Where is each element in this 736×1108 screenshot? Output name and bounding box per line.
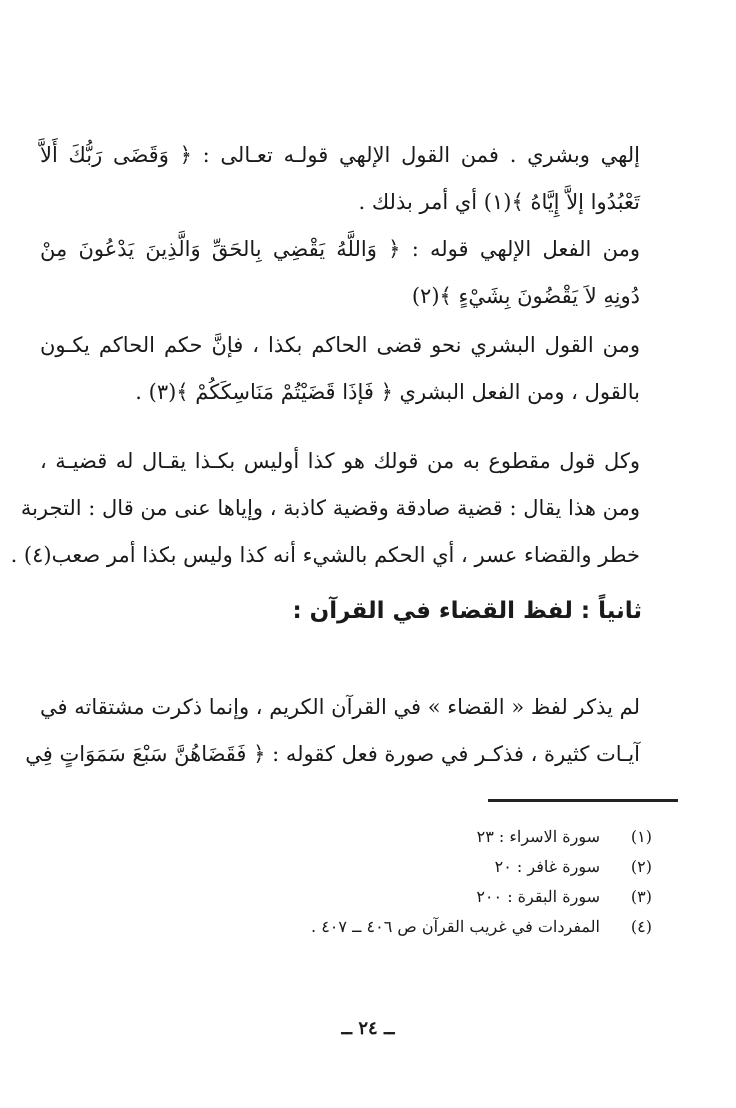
text-line: لم يذكر لفظ « القضاء » في القرآن الكريم ، وإنما ذكرت مشتقاته في	[40, 695, 640, 719]
text-line: ومن هذا يقال : قضية صادقة وقضية كاذبة ، وإياها عنى من قال : التجربة	[20, 496, 640, 520]
text-line: وكل قول مقطوع به من قولك هو كذا أوليس بكـذا يقـال له قضيـة ،	[40, 449, 640, 473]
footnote	[152, 882, 652, 912]
heading-text: : لفظ القضاء في القرآن :	[292, 598, 591, 624]
section-heading	[292, 598, 642, 624]
paragraph-4	[10, 438, 640, 579]
text-line: ومن القول البشري نحو قضى الحاكم بكذا ، فإنَّ حكم الحاكم يكـون	[40, 333, 640, 357]
text-line: تَعْبُدُوا إلاَّ إِيَّاهُ ﴾(١) أي أمر بذلك .	[358, 190, 640, 214]
footnote-text: سورة البقرة : ٢٠٠	[476, 887, 600, 906]
text-line: إلهي وبشري . فمن القول الإلهي قولـه تعـالى : ﴿ وَقَضَى رَبُّكَ أَلاَّ	[40, 143, 640, 167]
paragraph-3	[40, 322, 640, 416]
footnote-text: المفردات في غريب القرآن ص ٤٠٦ ــ ٤٠٧ .	[311, 917, 600, 936]
heading-label: ثانياً	[598, 598, 642, 624]
text-line: ومن الفعل الإلهي قوله : ﴿ وَاللَّهُ يَقْضِي بِالحَقِّ وَالَّذِينَ يَدْعُونَ مِنْ	[40, 237, 640, 261]
footnote-text: سورة الاسراء : ٢٣	[476, 827, 600, 846]
footnote-number: (٣)	[630, 887, 652, 906]
footnote-number: (٢)	[630, 857, 652, 876]
page-number: ــ ٢٤ ــ	[341, 1018, 395, 1039]
paragraph-5	[25, 684, 640, 778]
footnote	[152, 852, 652, 882]
footnote-text: سورة غافر : ٢٠	[494, 857, 600, 876]
paragraph-1	[40, 132, 640, 226]
footnotes	[152, 822, 652, 942]
text-line: بالقول ، ومن الفعل البشري ﴿ فَإذَا قَضَيْتُمْ مَنَاسِكَكُمْ ﴾(٣) .	[135, 380, 640, 404]
footnote-divider	[488, 799, 678, 802]
text-line: آيـات كثيرة ، فذكـر في صورة فعل كقوله : ﴿ فَقَضَاهُنَّ سَبْعَ سَمَوَاتٍ فِي	[25, 742, 640, 766]
text-line: خطر والقضاء عسر ، أي الحكم بالشيء أنه كذا وليس بكذا أمر صعب(٤) .	[10, 543, 640, 567]
text-line: دُونِهِ لاَ يَقْضُونَ بِشَيْءٍ ﴾(٢)	[411, 284, 640, 308]
footnote	[152, 822, 652, 852]
footnote-number: (١)	[630, 827, 652, 846]
footnote	[152, 912, 652, 942]
footnote-number: (٤)	[630, 917, 652, 936]
paragraph-2	[40, 226, 640, 320]
